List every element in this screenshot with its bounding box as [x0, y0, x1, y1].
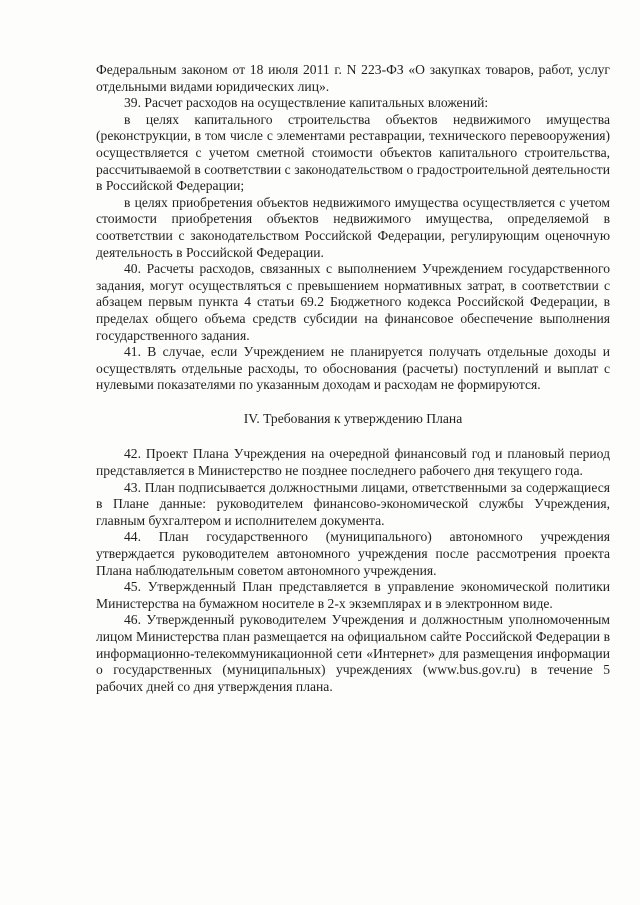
- paragraph-40: 40. Расчеты расходов, связанных с выполнением Учреждением государственного задания, могут осуществляться с превышением нормативных затрат, в соответствии с абзацем первым пункта 4 статьи 69.2 Бюджетного кодекса Российской Федерации, в пределах общего объема средств субсидии на финансовое обеспечение выполнения государственного задания.: [96, 261, 610, 343]
- section-heading: IV. Требования к утверждению Плана: [243, 410, 463, 426]
- document-page: [96, 62, 610, 695]
- paragraph-continuation: Федеральным законом от 18 июля 2011 г. N 223-ФЗ «О закупках товаров, работ, услуг отдельными видами юридических лиц».: [96, 62, 610, 94]
- paragraph-41: 41. В случае, если Учреждением не планируется получать отдельные доходы и осуществлять отдельные расходы, то обоснования (расчеты) поступлений и выплат с нулевыми показателями по указанным доходам и расходам не формируются.: [96, 344, 610, 393]
- paragraph-43: 43. План подписывается должностными лицами, ответственными за содержащиеся в Плане данные: руководителем финансово-экономической службы Учреждения, главным бухгалтером и исполнителем документа.: [96, 479, 610, 528]
- paragraph-39-acquisition: в целях приобретения объектов недвижимого имущества осуществляется с учетом стоимости приобретения объектов недвижимого имущества, определяемой в соответствии с законодательством Российской Федерации, регулирующим оценочную деятельность в Российской Федерации.: [96, 194, 610, 260]
- paragraph-39-construction: в целях капитального строительства объектов недвижимого имущества (реконструкции, в том числе с элементами реставрации, технического перевооружения) осуществляется с учетом сметной стоимости объектов капитального строительства, рассчитываемой в соответствии с законодательством о градостроительной деятельности в Российской Федерации;: [96, 111, 610, 194]
- paragraph-44: 44. План государственного (муниципального) автономного учреждения утверждается руководителем автономного учреждения после рассмотрения проекта Плана наблюдательным советом автономного учреждения.: [96, 529, 610, 578]
- paragraph-45: 45. Утвержденный План представляется в управление экономической политики Министерства на бумажном носителе в 2-х экземплярах и в электронном виде.: [96, 579, 610, 611]
- paragraph-39: 39. Расчет расходов на осуществление капитальных вложений:: [124, 95, 489, 111]
- paragraph-42: 42. Проект Плана Учреждения на очередной финансовый год и плановый период представляется в Министерство не позднее последнего рабочего дня текущего года.: [96, 446, 610, 479]
- paragraph-46: 46. Утвержденный руководителем Учреждения и должностным уполномоченным лицом Министерства план размещается на официальном сайте Российской Федерации в информационно-телекоммуникационной сети «Интернет» для размещения информации о государственных (муниципальных) учреждениях (www.bus.gov.ru) в течение 5 рабочих дней со дня утверждения плана.: [96, 612, 610, 694]
